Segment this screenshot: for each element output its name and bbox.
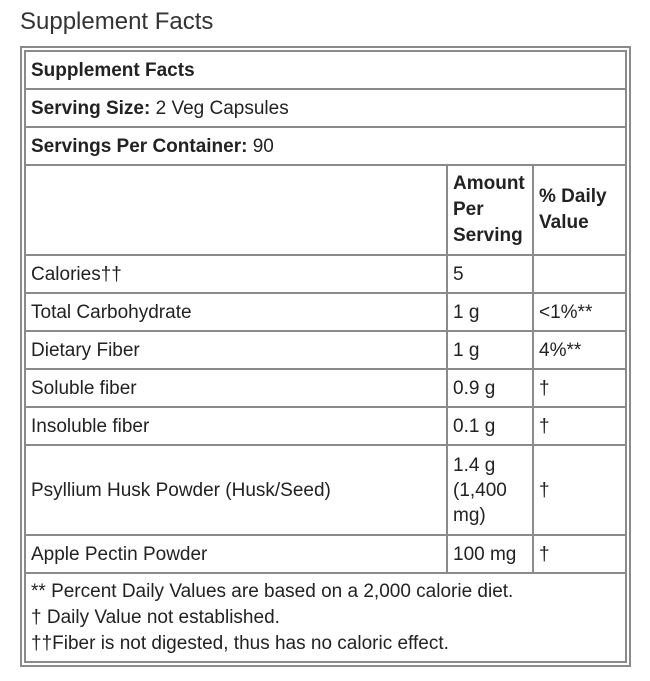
nutrient-daily-value: 4%** [533,331,626,369]
nutrient-name: Soluble fiber [25,369,447,407]
nutrient-daily-value: † [533,445,626,535]
table-row [25,331,626,369]
nutrient-name: Psyllium Husk Powder (Husk/Seed) [25,445,447,535]
servings-per-container [25,127,626,165]
nutrient-amount: 5 [447,255,533,293]
nutrient-daily-value: † [533,369,626,407]
footnotes-row [25,573,626,662]
table-row [25,535,626,573]
nutrient-amount: 1 g [447,331,533,369]
column-header-amount: Amount Per Serving [447,165,533,255]
servings-label: Servings Per Container: [31,135,248,157]
serving-size-label: Serving Size: [31,97,151,119]
footnote: ** Percent Daily Values are based on a 2,000 calorie diet. [31,580,514,602]
page-heading: Supplement Facts [20,8,214,35]
footnotes [25,573,626,662]
nutrient-name: Insoluble fiber [25,407,447,445]
table-row [25,407,626,445]
nutrient-daily-value: † [533,535,626,573]
nutrient-name: Dietary Fiber [25,331,447,369]
title-row [25,51,626,89]
column-header-row [25,165,626,255]
table-row [25,445,626,535]
serving-size [25,89,626,127]
nutrient-daily-value: † [533,407,626,445]
nutrient-name: Apple Pectin Powder [25,535,447,573]
nutrient-name: Calories†† [25,255,447,293]
nutrient-daily-value [533,255,626,293]
table-row [25,369,626,407]
nutrient-amount: 0.9 g [447,369,533,407]
nutrient-amount: 0.1 g [447,407,533,445]
nutrient-name: Total Carbohydrate [25,293,447,331]
nutrient-daily-value: <1%** [533,293,626,331]
nutrient-amount: 1.4 g (1,400 mg) [447,445,533,535]
table-row [25,293,626,331]
supplement-facts-table [24,50,627,663]
table-title: Supplement Facts [25,51,626,89]
nutrient-amount: 100 mg [447,535,533,573]
servings-per-container-row [25,127,626,165]
serving-size-row [25,89,626,127]
servings-value: 90 [252,135,274,157]
supplement-facts-panel [20,46,631,667]
footnote: † Daily Value not established. [31,606,280,628]
column-header-blank [25,165,447,255]
footnote: ††Fiber is not digested, thus has no caloric effect. [31,632,449,654]
serving-size-value: 2 Veg Capsules [155,97,289,119]
table-row [25,255,626,293]
column-header-daily-value: % Daily Value [533,165,626,255]
nutrient-amount: 1 g [447,293,533,331]
